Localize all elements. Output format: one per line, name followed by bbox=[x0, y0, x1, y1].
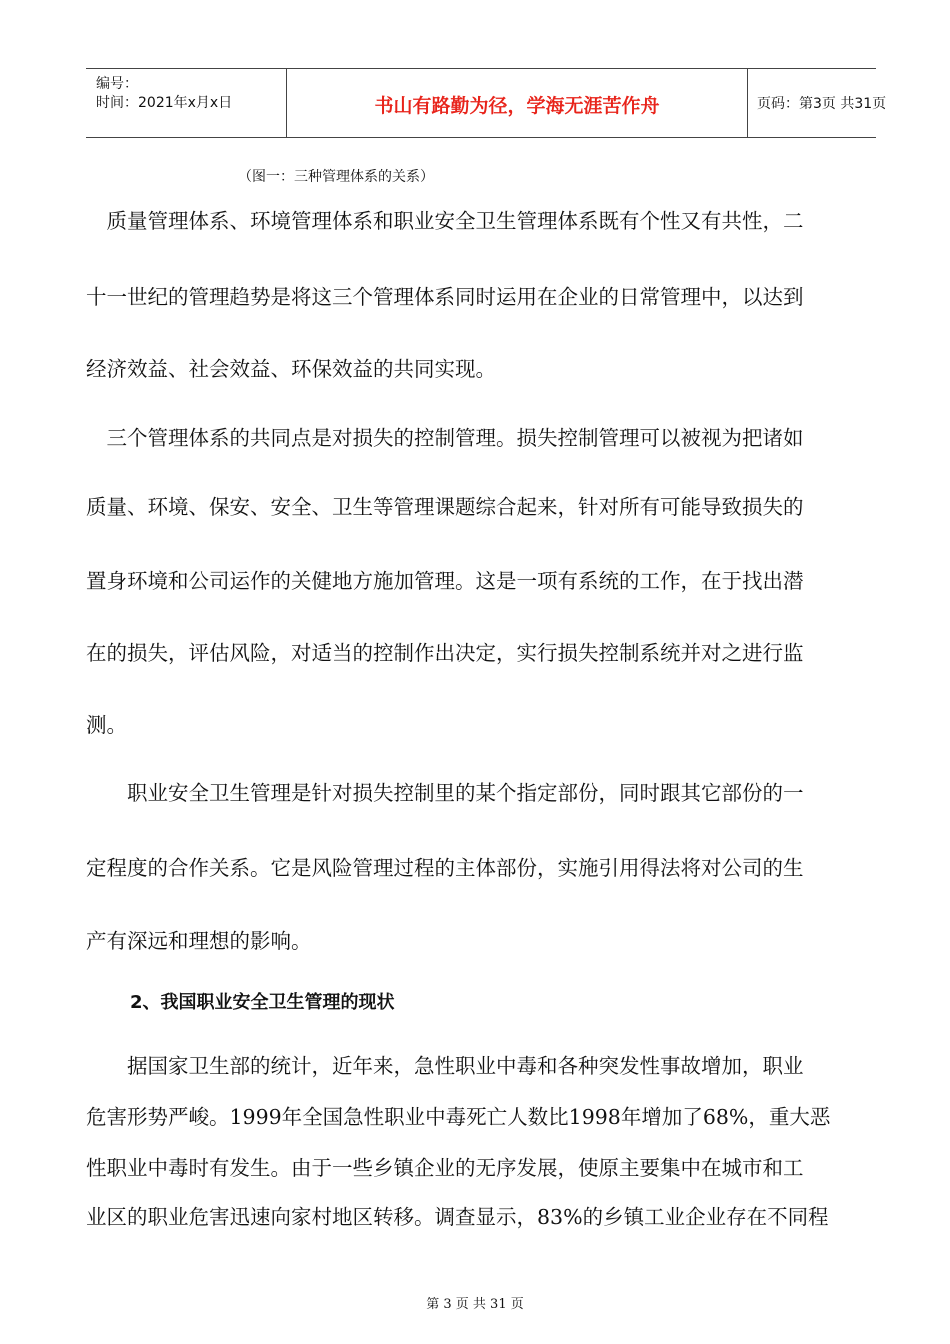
page-footer: 第 3 页 共 31 页 bbox=[426, 1297, 524, 1312]
number-label: 编号： bbox=[96, 76, 138, 92]
body-line: 危害形势严峻。1999年全国急性职业中毒死亡人数比1998年增加了68%，重大恶 bbox=[86, 1105, 831, 1129]
section-heading: 2、我国职业安全卫生管理的现状 bbox=[130, 992, 395, 1013]
body-line: 质量管理体系、环境管理体系和职业安全卫生管理体系既有个性又有共性，二 bbox=[86, 209, 804, 233]
body-line: 据国家卫生部的统计，近年来，急性职业中毒和各种突发性事故增加，职业 bbox=[86, 1054, 804, 1078]
body-line: 质量、环境、保安、安全、卫生等管理课题综合起来，针对所有可能导致损失的 bbox=[86, 495, 804, 519]
page-header bbox=[86, 68, 887, 138]
body-line: 在的损失，评估风险，对适当的控制作出决定，实行损失控制系统并对之进行监 bbox=[86, 641, 804, 665]
body-line: 置身环境和公司运作的关健地方施加管理。这是一项有系统的工作，在于找出潜 bbox=[86, 569, 804, 593]
body-line: 职业安全卫生管理是针对损失控制里的某个指定部份，同时跟其它部份的一 bbox=[86, 781, 804, 805]
body-line: 十一世纪的管理趋势是将这三个管理体系同时运用在企业的日常管理中，以达到 bbox=[86, 285, 804, 309]
body-line: 业区的职业危害迅速向家村地区转移。调查显示，83%的乡镇工业企业存在不同程 bbox=[86, 1205, 829, 1229]
header-meta bbox=[86, 69, 286, 137]
figure-caption: （图一：三种管理体系的关系） bbox=[238, 169, 434, 185]
body-line: 产有深远和理想的影响。 bbox=[86, 929, 312, 953]
header-motto-cell bbox=[286, 69, 748, 137]
body-line: 性职业中毒时有发生。由于一些乡镇企业的无序发展，使原主要集中在城市和工 bbox=[86, 1156, 804, 1180]
body-line: 三个管理体系的共同点是对损失的控制管理。损失控制管理可以被视为把诸如 bbox=[86, 426, 804, 450]
time-label: 时间：2021年x月x日 bbox=[96, 95, 233, 111]
header-page-cell bbox=[747, 69, 887, 137]
page-info: 页码：第3页 共31页 bbox=[757, 96, 887, 112]
body-line: 定程度的合作关系。它是风险管理过程的主体部份，实施引用得法将对公司的生 bbox=[86, 856, 804, 880]
motto: 书山有路勤为径，学海无涯苦作舟 bbox=[374, 95, 660, 117]
body-line: 经济效益、社会效益、环保效益的共同实现。 bbox=[86, 357, 496, 381]
body-line: 测。 bbox=[86, 713, 127, 737]
